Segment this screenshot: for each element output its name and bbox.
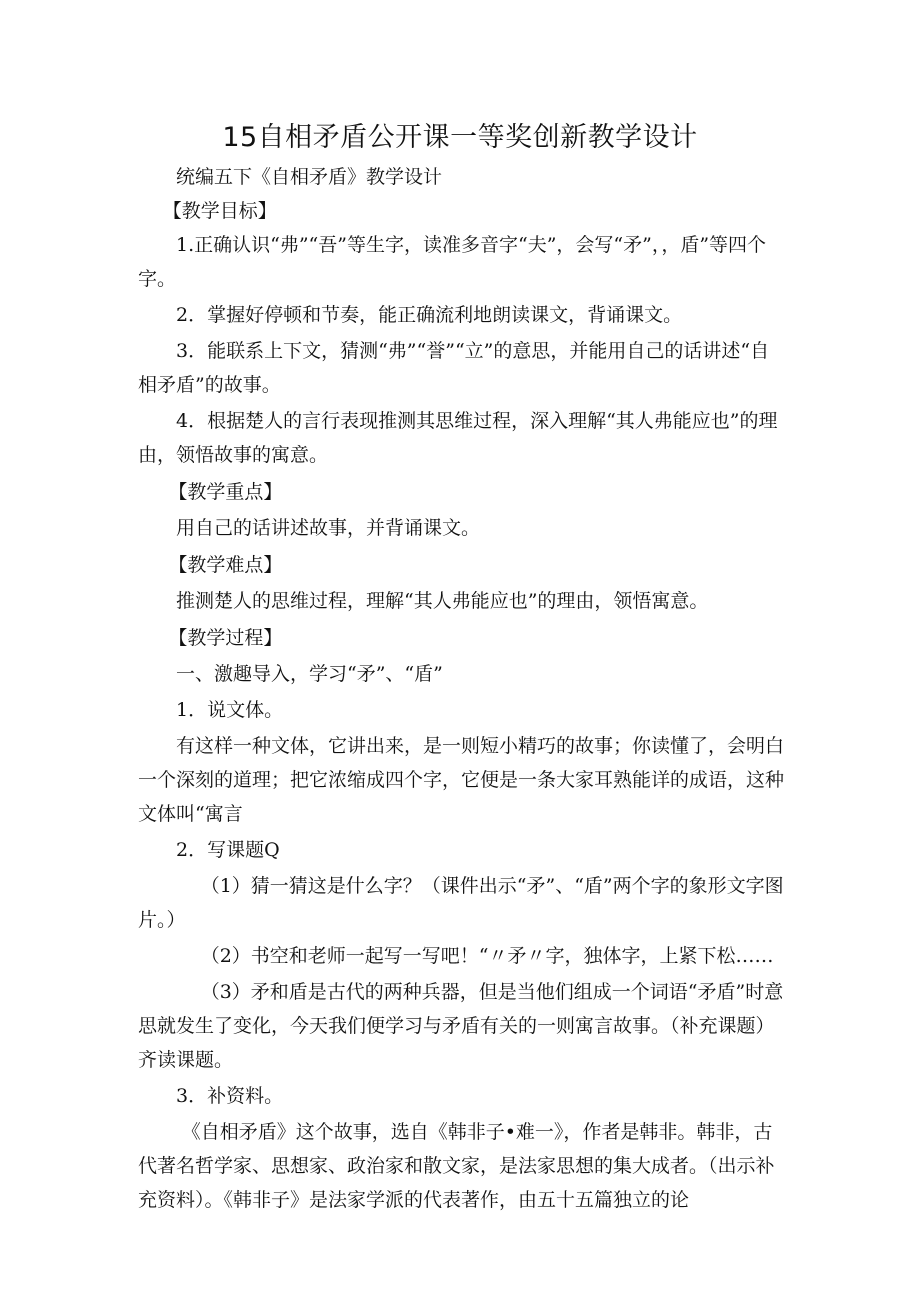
step-1-2-b: （2）书空和老师一起写一写吧！“〃矛〃字，独体字，上紧下松…… [200, 945, 774, 967]
step-1-3: 3．补资料。 [176, 1085, 284, 1107]
step-1-2-c: （3）矛和盾是古代的两种兵器，但是当他们组成一个词语“矛盾”时意思就发生了变化，今天我们便学习与矛盾有关的一则寓言故事。（补充课题）齐读课题。 [138, 981, 784, 1071]
goal-2: 2．掌握好停顿和节奏，能正确流利地朗读课文，背诵课文。 [176, 304, 683, 326]
step-1-1: 1．说文体。 [176, 699, 284, 721]
difficulty-text: 推测楚人的思维过程，理解“其人弗能应也”的理由，领悟寓意。 [176, 590, 709, 612]
goal-4: 4．根据楚人的言行表现推测其思维过程，深入理解“其人弗能应也”的理由，领悟故事的寓意。 [138, 410, 778, 466]
key-heading: 【教学重点】 [168, 481, 283, 503]
step-1-3-text: 《自相矛盾》这个故事，选自《韩非子•难一》，作者是韩非。韩非，古代著名哲学家、思想家、政治家和散文家，是法家思想的集大成者。（出示补充资料）。《韩非子》是法家学派的代表著作，由五十五篇独立的论 [138, 1121, 775, 1211]
step-1-2: 2．写课题Q [176, 839, 280, 861]
document-body [138, 160, 786, 1217]
goals-heading: 【教学目标】 [162, 200, 277, 222]
step-1-2-a: （1）猜一猜这是什么字？（课件出示“矛”、“盾”两个字的象形文字图片。） [138, 875, 784, 931]
process-heading: 【教学过程】 [168, 627, 283, 649]
goal-3: 3．能联系上下文，猜测“弗”“誉”“立”的意思，并能用自己的话讲述“自相矛盾”的故事。 [138, 340, 770, 396]
difficulty-heading: 【教学难点】 [168, 554, 283, 576]
step-1-1-text: 有这样一种文体，它讲出来，是一则短小精巧的故事；你读懂了，会明白一个深刻的道理；把它浓缩成四个字，它便是一条大家耳熟能详的成语，这种文体叫“寓言 [138, 735, 785, 825]
goal-1: 1.正确认识“弗”“吾”等生字，读准多音字“夫”，会写“矛”，，盾”等四个字。 [138, 234, 767, 290]
subtitle: 统编五下《自相矛盾》教学设计 [176, 166, 443, 188]
step-1-heading: 一、激趣导入，学习“矛”、“盾” [176, 663, 443, 685]
document-title: 15自相矛盾公开课一等奖创新教学设计 [222, 122, 698, 153]
key-text: 用自己的话讲述故事，并背诵课文。 [176, 517, 481, 539]
